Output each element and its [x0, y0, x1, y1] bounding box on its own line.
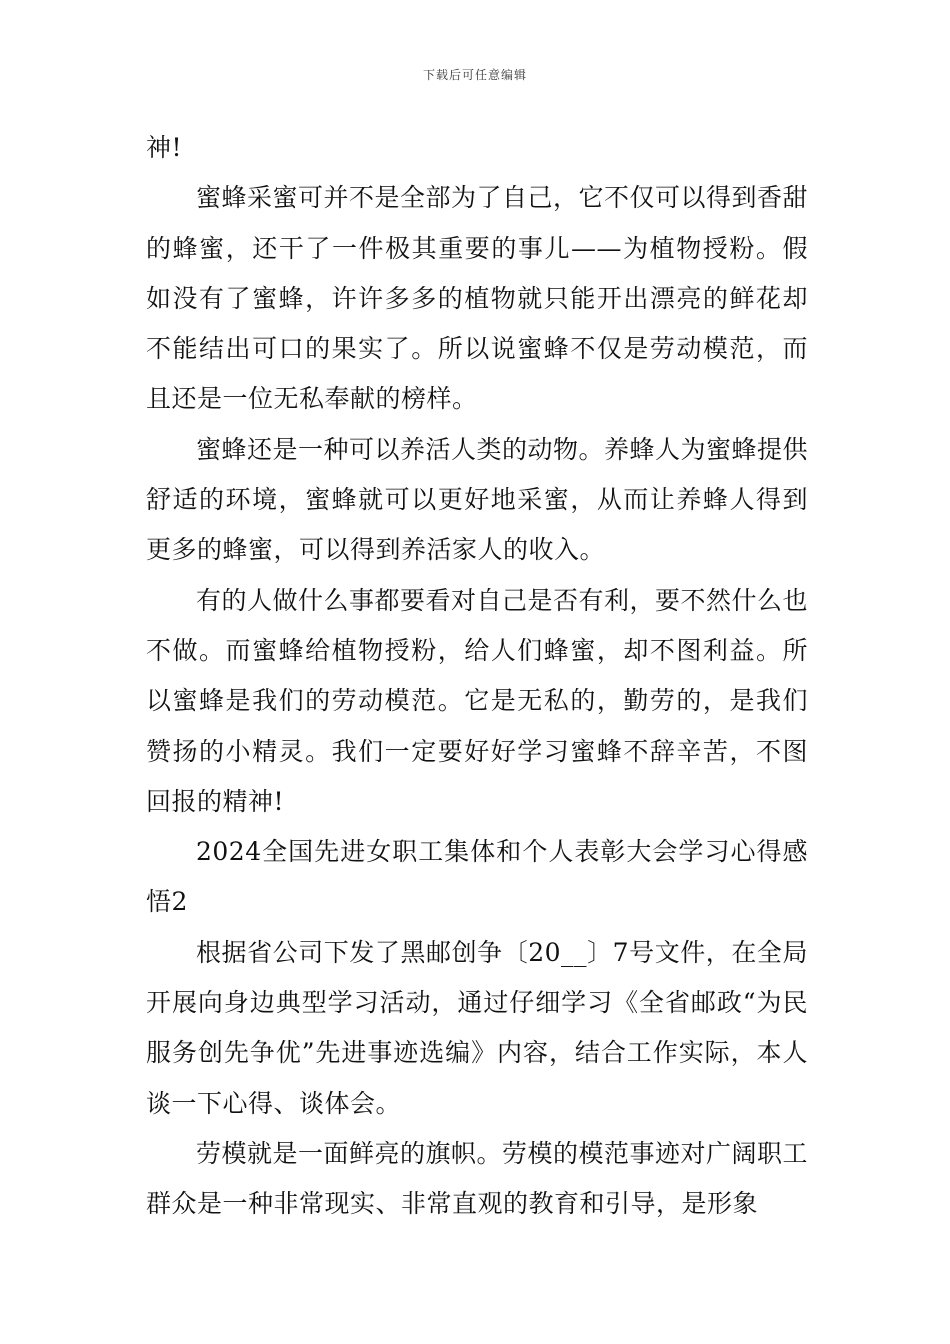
paragraph-bee-pollination: 蜜蜂采蜜可并不是全部为了自己，它不仅可以得到香甜的蜂蜜，还干了一件极其重要的事儿——为植物授粉。假如没有了蜜蜂，许许多多的植物就只能开出漂亮的鲜花却不能结出可口的果实了。所以说蜜蜂不仅是劳动模范，而且还是一位无私奉献的榜样。: [146, 183, 809, 414]
paragraph-bee-beekeeping: 蜜蜂还是一种可以养活人类的动物。养蜂人为蜜蜂提供舒适的环境，蜜蜂就可以更好地采蜜，从而让养蜂人得到更多的蜂蜜，可以得到养活家人的收入。: [146, 434, 809, 565]
paragraph-continuation: 神!: [146, 133, 183, 162]
document-body: [146, 123, 808, 1230]
page-header: 下载后可任意编辑: [422, 68, 527, 82]
paragraph-model-worker: 劳模就是一面鲜亮的旗帜。劳模的模范事迹对广阔职工群众是一种非常现实、非常直观的教育和引导，是形象: [146, 1138, 809, 1219]
paragraph-document-notice: 根据省公司下发了黑邮创争〔20__〕7号文件，在全局开展向身边典型学习活动，通过仔细学习《全省邮政“为民服务创先争优”先进事迹选编》内容，结合工作实际，本人谈一下心得、谈体会。: [146, 937, 808, 1118]
paragraph-bee-selfless: 有的人做什么事都要看对自己是否有利，要不然什么也不做。而蜜蜂给植物授粉，给人们蜂蜜，却不图利益。所以蜜蜂是我们的劳动模范。它是无私的，勤劳的，是我们赞扬的小精灵。我们一定要好好学习蜜蜂不辞辛苦，不图回报的精神!: [146, 585, 809, 816]
section-heading: 2024全国先进女职工集体和个人表彰大会学习心得感悟2: [146, 837, 808, 917]
